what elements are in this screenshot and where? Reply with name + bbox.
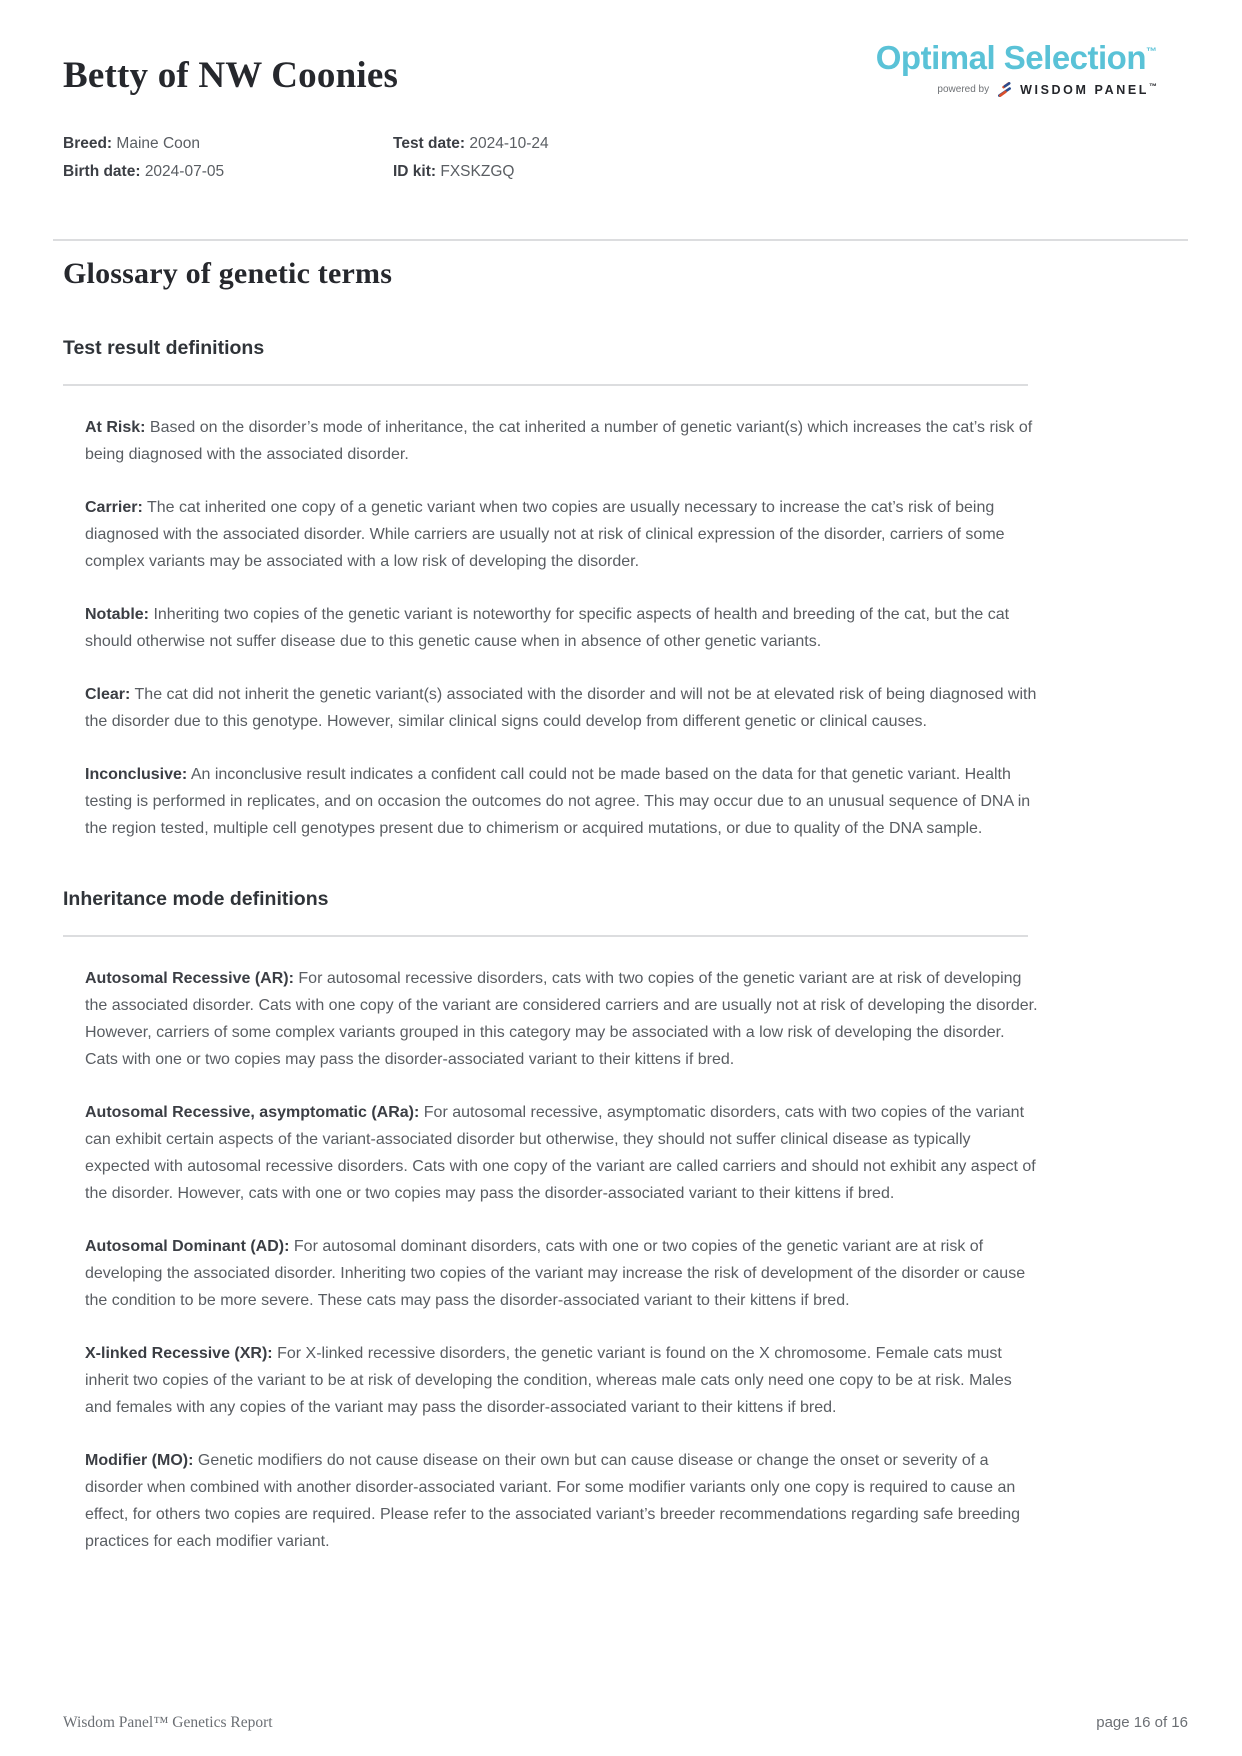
definition-text: An inconclusive result indicates a confident call could not be made based on the data for that genetic variant. Health testing is performed in replicates, and on occasion the outcomes do not agree. This may occur due to an unusual sequence of DNA in the region tested, multiple cell genotypes present due to chimerism or acquired mutations, or due to quality of the DNA sample. <box>85 766 1031 837</box>
id-kit-row <box>393 163 1179 181</box>
section-divider <box>63 384 1028 386</box>
definition-term: Notable: <box>85 606 149 623</box>
footer-report-name: Wisdom Panel™ Genetics Report <box>63 1714 273 1731</box>
section-heading: Inheritance mode definitions <box>63 888 329 910</box>
birth-date-value: 2024-07-05 <box>144 163 225 180</box>
brand-name <box>876 40 1157 76</box>
definition-term: Modifier (MO): <box>85 1452 194 1469</box>
definition-term: Autosomal Recessive, asymptomatic (ARa): <box>85 1104 420 1121</box>
powered-by-label: powered by <box>937 84 990 96</box>
definition-term: X-linked Recessive (XR): <box>85 1345 273 1362</box>
section-inheritance-mode-definitions <box>63 888 1179 1555</box>
definition-entry <box>85 1233 1039 1314</box>
definition-entry <box>85 681 1039 735</box>
test-date-row <box>393 135 1179 153</box>
definition-entry <box>85 1447 1039 1555</box>
definition-entry <box>85 965 1039 1073</box>
section-test-result-definitions <box>63 337 1179 842</box>
definition-term: Carrier: <box>85 499 143 516</box>
optimal-selection-logo <box>876 40 1157 98</box>
definition-entry <box>85 1340 1039 1421</box>
definition-text: For autosomal dominant disorders, cats with one or two copies of the genetic variant are at risk of developing the associated disorder. Inheriting two copies of the variant may increase the risk of development of the disorder or cause the condition to be more severe. These cats may pass the disorder-associated variant to their kittens if bred. <box>85 1238 1026 1309</box>
page-title: Glossary of genetic terms <box>63 257 393 290</box>
birth-date-label: Birth date: <box>63 163 141 180</box>
partner-trademark: ™ <box>1149 82 1157 92</box>
definition-text: For autosomal recessive disorders, cats with two copies of the genetic variant are at risk of developing the associated disorder. Cats with one copy of the variant are considered carriers and are usually not at risk of developing the disorder. However, carriers of some complex variants grouped in this category may be associated with a low risk of developing the disorder. Cats with one or two copies may pass the disorder-associated variant to their kittens if bred. <box>85 970 1038 1068</box>
section-divider <box>63 935 1028 937</box>
section-heading: Test result definitions <box>63 337 265 359</box>
partner-name-text: WISDOM PANEL <box>1020 83 1149 98</box>
definition-text: The cat inherited one copy of a genetic variant when two copies are usually necessary to increase the cat’s risk of being diagnosed with the associated disorder. While carriers are usually not at risk of clinical expression of the disorder, carriers of some complex variants may be associated with a low risk of developing the disorder. <box>85 499 1005 570</box>
pet-meta-block <box>63 135 1179 181</box>
brand-name-text: Optimal Selection <box>875 39 1146 76</box>
birth-date-row <box>63 163 393 181</box>
breed-row <box>63 135 393 153</box>
page-footer <box>63 1714 1188 1732</box>
header-divider <box>53 239 1188 241</box>
test-date-label: Test date: <box>393 135 466 152</box>
definition-term: Inconclusive: <box>85 766 188 783</box>
wisdom-panel-dna-icon <box>997 81 1012 98</box>
definition-text: For X-linked recessive disorders, the genetic variant is found on the X chromosome. Female cats must inherit two copies of the variant to be at risk of developing the condition, whereas male cats only need one copy to be at risk. Males and females with any copies of the variant may pass the disorder-associated variant to their kittens if bred. <box>85 1345 1012 1416</box>
definition-entry <box>85 1099 1039 1207</box>
definition-term: Clear: <box>85 686 131 703</box>
definition-entry <box>85 494 1039 575</box>
breed-label: Breed: <box>63 135 113 152</box>
test-date-value: 2024-10-24 <box>469 135 549 152</box>
definition-text: Inheriting two copies of the genetic variant is noteworthy for specific aspects of health and breeding of the cat, but the cat should otherwise not suffer disease due to this genetic cause when in absence of other genetic variants. <box>85 606 1010 650</box>
definition-entry <box>85 414 1039 468</box>
definition-entry <box>85 601 1039 655</box>
definition-text: The cat did not inherit the genetic variant(s) associated with the disorder and will not be at elevated risk of being diagnosed with the disorder due to this genotype. However, similar clinical signs could develop from different genetic or clinical causes. <box>85 686 1037 730</box>
definition-text: Based on the disorder’s mode of inheritance, the cat inherited a number of genetic variant(s) which increases the cat’s risk of being diagnosed with the associated disorder. <box>85 419 1033 463</box>
breed-value: Maine Coon <box>116 135 200 152</box>
footer-page-number: page 16 of 16 <box>1096 1714 1188 1731</box>
definition-list <box>85 414 1039 842</box>
powered-by-row <box>876 81 1157 98</box>
definition-term: Autosomal Recessive (AR): <box>85 970 294 987</box>
id-kit-label: ID kit: <box>393 163 437 180</box>
pet-name-title: Betty of NW Coonies <box>63 55 399 96</box>
definition-term: At Risk: <box>85 419 146 436</box>
definition-entry <box>85 761 1039 842</box>
definition-text: Genetic modifiers do not cause disease on their own but can cause disease or change the onset or severity of a disorder when combined with another disorder-associated variant. For some modifier variants only one copy is required to cause an effect, for others two copies are required. Please refer to the associated variant’s breeder recommendations regarding safe breeding practices for each modifier variant. <box>85 1452 1021 1550</box>
definition-text: For autosomal recessive, asymptomatic disorders, cats with two copies of the variant can exhibit certain aspects of the variant-associated disorder but otherwise, they should not suffer clinical disease as typically expected with autosomal recessive disorders. Cats with one copy of the variant are called carriers and should not exhibit any aspect of the disorder. However, cats with one or two copies may pass the disorder-associated variant to their kittens if bred. <box>85 1104 1036 1202</box>
brand-trademark: ™ <box>1146 46 1157 58</box>
definition-list <box>85 965 1039 1555</box>
id-kit-value: FXSKZGQ <box>440 163 515 180</box>
partner-name <box>1020 82 1157 97</box>
definition-term: Autosomal Dominant (AD): <box>85 1238 290 1255</box>
